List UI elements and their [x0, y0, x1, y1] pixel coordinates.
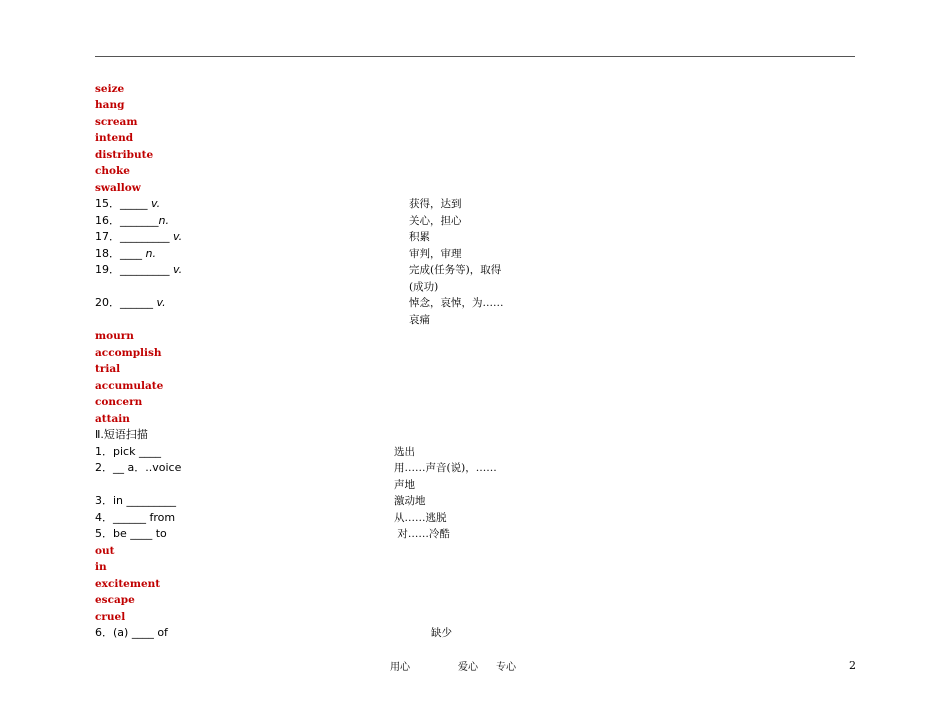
- page-number: 2: [849, 659, 856, 672]
- vocab-meaning-19: 完成(任务等)，取得: [409, 264, 502, 276]
- phrase-meaning-2: 用……声音(说)，……: [394, 462, 497, 474]
- vocab-meaning-18: 审判，审理: [409, 248, 462, 260]
- phrase-meaning-4: 从……逃脱: [394, 512, 447, 524]
- phrase-item-5: 5．be ____ to: [95, 527, 167, 540]
- footer-text-1: 用心: [390, 662, 410, 673]
- answer-word: cruel: [95, 611, 126, 623]
- vocab-meaning-15: 获得，达到: [409, 198, 462, 210]
- vocab-meaning-20: 悼念，哀悼，为……: [409, 297, 504, 309]
- answer-word: scream: [95, 116, 138, 128]
- answer-word: seize: [95, 83, 125, 95]
- phrase-meaning-6: 缺少: [431, 627, 452, 639]
- vocab-item-15: 15．_____ v.: [95, 197, 161, 210]
- section-title: Ⅱ.短语扫描: [95, 428, 148, 441]
- phrase-item-6: 6．(a) ____ of: [95, 626, 168, 639]
- answer-word: mourn: [95, 330, 134, 342]
- footer-text-2: 爱心: [458, 662, 478, 673]
- vocab-item-20: 20．______ v.: [95, 296, 166, 309]
- vocab-meaning-16: 关心，担心: [409, 215, 462, 227]
- phrase-meaning-2-cont: 声地: [394, 479, 415, 491]
- answer-word: hang: [95, 99, 125, 111]
- answer-word: accumulate: [95, 380, 164, 392]
- answer-word: attain: [95, 413, 130, 425]
- phrase-item-3: 3．in _________: [95, 494, 177, 507]
- phrase-item-4: 4．______ from: [95, 511, 176, 524]
- answer-word: intend: [95, 132, 134, 144]
- vocab-meaning-17: 积累: [409, 231, 430, 243]
- phrase-item-2: 2．__ a．..voice: [95, 461, 182, 474]
- vocab-item-17: 17．_________ v.: [95, 230, 183, 243]
- header-rule: [95, 56, 855, 57]
- phrase-meaning-3: 激动地: [394, 495, 426, 507]
- vocab-item-18: 18．____ n.: [95, 247, 156, 260]
- answer-word: out: [95, 545, 115, 557]
- phrase-meaning-5: 对……冷酷: [394, 528, 450, 540]
- answer-word: choke: [95, 165, 130, 177]
- answer-word: escape: [95, 594, 135, 606]
- vocab-meaning-19-cont: (成功): [409, 281, 439, 293]
- answer-word: distribute: [95, 149, 154, 161]
- answer-word: swallow: [95, 182, 141, 194]
- answer-word: trial: [95, 363, 121, 375]
- phrase-meaning-1: 选出: [394, 446, 415, 458]
- answer-word: excitement: [95, 578, 161, 590]
- answer-word: concern: [95, 396, 143, 408]
- answer-word: in: [95, 561, 107, 573]
- footer-text-3: 专心: [496, 662, 516, 673]
- phrase-item-1: 1．pick ____: [95, 445, 161, 458]
- vocab-item-19: 19．_________ v.: [95, 263, 183, 276]
- answer-word: accomplish: [95, 347, 162, 359]
- vocab-meaning-20-cont: 哀痛: [409, 314, 430, 326]
- vocab-item-16: 16．_______n.: [95, 214, 169, 227]
